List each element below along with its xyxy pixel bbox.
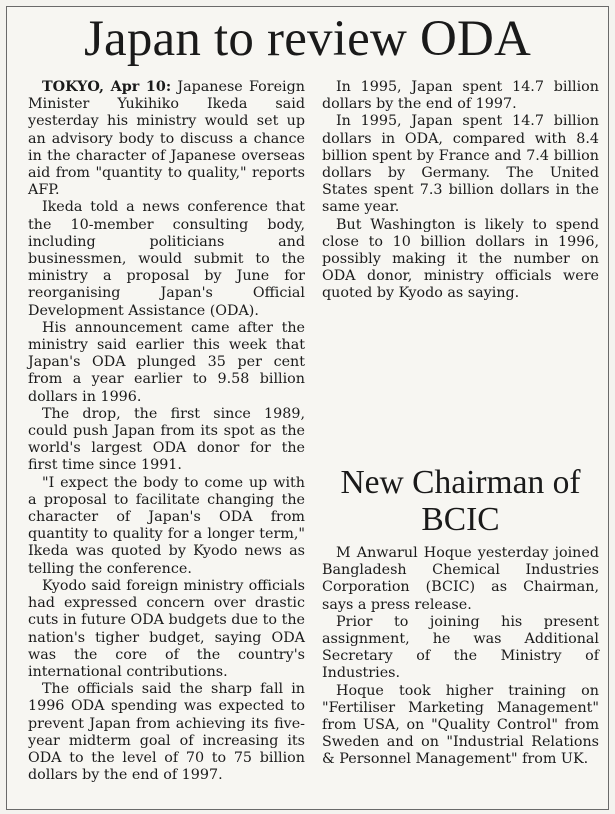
newspaper-clipping (6, 6, 609, 810)
article-2-column (322, 545, 599, 769)
headline: Japan to review ODA (83, 11, 532, 67)
article-column-2 (322, 79, 599, 303)
paragraph: "I expect the body to come up with a proposal to facilitate changing the character of Japan's ODA from quantity to quality for a longer term," Ikeda was quoted by Kyodo news as telling the conference. (28, 474, 305, 577)
paragraph: In 1995, Japan spent 14.7 billion dollars by the end of 1997. (322, 79, 599, 113)
paragraph: The officials said the sharp fall in 1996 ODA spending was expected to prevent Japan from achieving its five-year midterm goal of increasing its ODA to the level of 70 to 75 billion dollars by the end of 1997. (28, 681, 305, 784)
paragraph-text: Japanese Foreign Minister Yukihiko Ikeda said yesterday his ministry would set up an advisory body to discuss a chance in the character of Japanese overseas aid from "quantity to quality," reports AFP. (28, 79, 305, 199)
paragraph: In 1995, Japan spent 14.7 billion dollars in ODA, compared with 8.4 billion spent by France and 7.4 billion dollars by Germany. The United States spent 7.3 billion dollars in the same year. (322, 113, 599, 216)
paragraph: Kyodo said foreign ministry officials had expressed concern over drastic cuts in future ODA budgets due to the nation's tigher budget, saying ODA was the core of the country's international contributions. (28, 577, 305, 680)
paragraph: Prior to joining his present assignment, he was Additional Secretary of the Ministry of Industries. (322, 613, 599, 682)
paragraph: M Anwarul Hoque yesterday joined Bangladesh Chemical Industries Corporation (BCIC) as Chairman, says a press release. (322, 545, 599, 613)
paragraph: But Washington is likely to spend close to 10 billion dollars in 1996, possibly making it the number on ODA donor, ministry officials were quoted by Kyodo as saying. (322, 216, 599, 302)
dateline: TOKYO, Apr 10: (42, 79, 172, 95)
paragraph: Hoque took higher training on "Fertiliser Marketing Management" from USA, on "Quality Control" from Sweden and on "Industrial Relations & Personnel Management" from UK. (322, 682, 599, 768)
paragraph: The drop, the first since 1989, could push Japan from its spot as the world's largest ODA donor for the first time since 1991. (28, 405, 305, 474)
paragraph (28, 79, 305, 199)
paragraph: Ikeda told a news conference that the 10-member consulting body, including politicians and businessmen, would submit to the ministry a proposal by June for reorganising Japan's Official Development Assistance (ODA). (28, 199, 305, 319)
paragraph: His announcement came after the ministry said earlier this week that Japan's ODA plunged 35 per cent from a year earlier to 9.58 billion dollars in 1996. (28, 319, 305, 405)
article-column-1 (28, 79, 305, 784)
sub-headline: New Chairman of BCIC (340, 464, 581, 538)
